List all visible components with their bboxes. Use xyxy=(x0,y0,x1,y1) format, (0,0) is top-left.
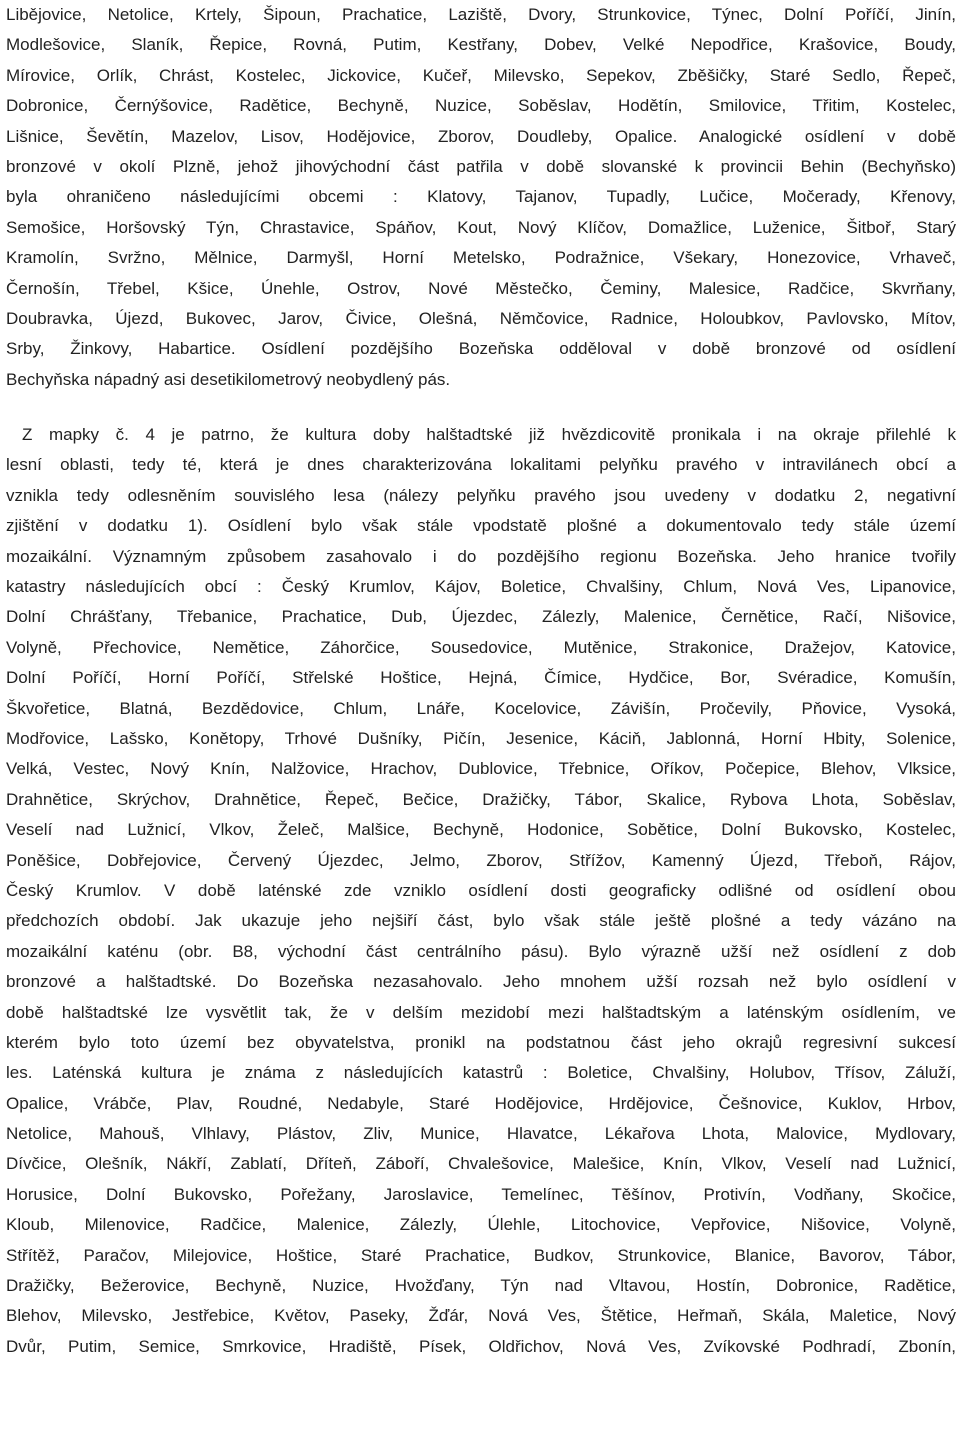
text-line: Opalice, Vrábče, Plav, Roudné, Nedabyle, Staré Hodějovice, Hrdějovice, Češnovice, Kuklov, Hrbov, xyxy=(6,1093,956,1113)
text-line: Dívčice, Olešník, Nákří, Zablatí, Dříteň, Záboří, Chvalešovice, Malešice, Knín, Vlkov, Veselí nad Lužnicí, xyxy=(6,1154,956,1174)
text-line: kterém bylo toto území bez obyvatelstva, pronikl na podstatnou část jeho okrajů regresivní sukcesí xyxy=(6,1032,956,1052)
text-line: Bechyňska nápadný asi desetikilometrový neobydlený pás. xyxy=(6,369,451,389)
text-line: Netolice, Mahouš, Vlhlavy, Plástov, Zliv, Munice, Hlavatce, Lékařova Lhota, Malovice, Mydlovary, xyxy=(6,1124,956,1144)
text-line: Dobronice, Černýšovice, Radětice, Bechyně, Nuzice, Soběslav, Hodětín, Smilovice, Třitim, Kostelec, xyxy=(6,96,956,116)
text-line: Český Krumlov. V době laténské zde vzniklo osídlení dosti geograficky odlišné od osídlení obou xyxy=(6,880,956,900)
text-line: Škvořetice, Blatná, Bezdědovice, Chlum, Lnáře, Kocelovice, Závišín, Pročevily, Pňovice, Vysoká, xyxy=(6,698,956,718)
document-page xyxy=(6,0,956,1362)
paragraph-2 xyxy=(6,420,956,1362)
text-line: Poněšice, Dobřejovice, Červený Újezdec, Jelmo, Zborov, Střížov, Kamenný Újezd, Třeboň, Rájov, xyxy=(6,850,956,870)
text-line: Blehov, Milevsko, Jestřebice, Květov, Paseky, Žďár, Nová Ves, Štětice, Heřmaň, Skála, Maletice, Nový xyxy=(6,1306,956,1326)
text-line: Mírovice, Orlík, Chrást, Kostelec, Jickovice, Kučeř, Milevsko, Sepekov, Zběšičky, Staré Sedlo, Řepeč, xyxy=(6,65,956,85)
text-line: Kramolín, Svržno, Mělnice, Darmyšl, Horní Metelsko, Podražnice, Všekary, Honezovice, Vrhaveč, xyxy=(6,248,956,268)
text-line: vznikla tedy odlesněním souvislého lesa (nálezy pelyňku pravého jsou uvedeny v dodatku 2, negativní xyxy=(6,485,956,505)
text-line: Z mapky č. 4 je patrno, že kultura doby halštadtské již hvězdicovitě pronikala i na okraje přilehlé k xyxy=(22,425,956,445)
text-line: Srby, Žinkovy, Habartice. Osídlení pozdějšího Bozeňska odděloval v době bronzové od osídlení xyxy=(6,339,956,359)
text-line: předchozích období. Jak ukazuje jeho nejšiří část, bylo však stále ještě plošné a tedy vázáno na xyxy=(6,911,956,931)
text-line: Libějovice, Netolice, Krtely, Šipoun, Prachatice, Laziště, Dvory, Strunkovice, Týnec, Dolní Poříčí, Jinín, xyxy=(6,5,956,24)
text-line: lesní oblasti, tedy té, která je dnes charakterizována lokalitami pelyňku pravého v intravilánech obcí a xyxy=(6,455,956,475)
text-line: mozaikální katénu (obr. B8, východní část centrálního pásu). Bylo výrazně užší než osídlení z dob xyxy=(6,941,956,961)
text-line: mozaikální. Významným způsobem zasahovalo i do pozdějšího regionu Bozeňska. Jeho hranice tvořily xyxy=(6,546,956,566)
text-line: zjištění v dodatku 1). Osídlení bylo však stále vpodstatě plošné a dokumentovalo tedy stále území xyxy=(6,516,956,536)
text-line: katastry následujících obcí : Český Krumlov, Kájov, Boletice, Chvalšiny, Chlum, Nová Ves, Lipanovice, xyxy=(6,577,956,597)
text-line: Dolní Poříčí, Horní Poříčí, Střelské Hoštice, Hejná, Čímice, Hydčice, Bor, Svéradice, Komušín, xyxy=(6,668,956,688)
text-line: Dvůr, Putim, Semice, Smrkovice, Hradiště, Písek, Oldřichov, Nová Ves, Zvíkovské Podhradí, Zbonín, xyxy=(6,1336,956,1356)
text-line: Modřovice, Lašsko, Konětopy, Trhové Dušníky, Pičín, Jesenice, Káciň, Jablonná, Horní Hbity, Solenice, xyxy=(6,728,956,748)
text-line: Střítěž, Paračov, Milejovice, Hoštice, Staré Prachatice, Budkov, Strunkovice, Blanice, Bavorov, Tábor, xyxy=(6,1245,956,1265)
text-line: Doubravka, Újezd, Bukovec, Jarov, Čivice, Olešná, Němčovice, Radnice, Holoubkov, Pavlovsko, Mítov, xyxy=(6,308,956,328)
text-line: době halštadtské lze vysvětlit tak, že v delším mezidobí mezi halštadtským a laténským osídlením, ve xyxy=(6,1002,956,1022)
text-line: Kloub, Milenovice, Radčice, Malenice, Zálezly, Úlehle, Litochovice, Vepřovice, Nišovice, Volyně, xyxy=(6,1215,956,1235)
text-line: Černošín, Třebel, Kšice, Únehle, Ostrov, Nové Městečko, Čeminy, Malesice, Radčice, Skvrňany, xyxy=(6,278,956,298)
text-line: Modlešovice, Slaník, Řepice, Rovná, Putim, Kestřany, Dobev, Velké Nepodřice, Krašovice, Boudy, xyxy=(6,35,956,55)
text-line: Dražičky, Bežerovice, Bechyně, Nuzice, Hvožďany, Týn nad Vltavou, Hostín, Dobronice, Radětice, xyxy=(6,1276,956,1296)
text-line: Lišnice, Ševětín, Mazelov, Lisov, Hodějovice, Zborov, Doudleby, Opalice. Analogické osídlení v době xyxy=(6,126,956,146)
text-line: les. Laténská kultura je známa z následujících katastrů : Boletice, Chvalšiny, Holubov, Třísov, Záluží, xyxy=(6,1063,956,1083)
text-line: Horusice, Dolní Bukovsko, Pořežany, Jaroslavice, Temelínec, Těšínov, Protivín, Vodňany, Skočice, xyxy=(6,1184,956,1204)
text-line: bronzové v okolí Plzně, jehož jihovýchodní část patřila v době slovanské k provincii Behin (Bechyňsko) xyxy=(6,156,956,176)
text-line: byla ohraničeno následujícími obcemi : Klatovy, Tajanov, Tupadly, Lučice, Močerady, Křenovy, xyxy=(6,187,956,207)
text-line: Volyně, Přechovice, Nemětice, Záhorčice, Sousedovice, Mutěnice, Strakonice, Dražejov, Katovice, xyxy=(6,637,956,657)
text-line: bronzové a halštadtské. Do Bozeňska nezasahovalo. Jeho mnohem užší rozsah než bylo osídlení v xyxy=(6,972,956,992)
paragraph-1 xyxy=(6,0,956,395)
text-line: Dolní Chrášťany, Třebanice, Prachatice, Dub, Újezdec, Zálezly, Malenice, Černětice, Račí, Nišovice, xyxy=(6,607,956,627)
paragraph-gap xyxy=(6,395,956,420)
text-line: Velká, Vestec, Nový Knín, Nalžovice, Hrachov, Dublovice, Třebnice, Oříkov, Počepice, Blehov, Vlksice, xyxy=(6,759,956,779)
text-line: Semošice, Horšovský Týn, Chrastavice, Spáňov, Kout, Nový Klíčov, Domažlice, Luženice, Šitboř, Starý xyxy=(6,217,956,237)
text-line: Drahnětice, Skrýchov, Drahnětice, Řepeč, Bečice, Dražičky, Tábor, Skalice, Rybova Lhota, Soběslav, xyxy=(6,789,956,809)
text-line: Veselí nad Lužnicí, Vlkov, Želeč, Malšice, Bechyně, Hodonice, Sobětice, Dolní Bukovsko, Kostelec, xyxy=(6,820,956,840)
